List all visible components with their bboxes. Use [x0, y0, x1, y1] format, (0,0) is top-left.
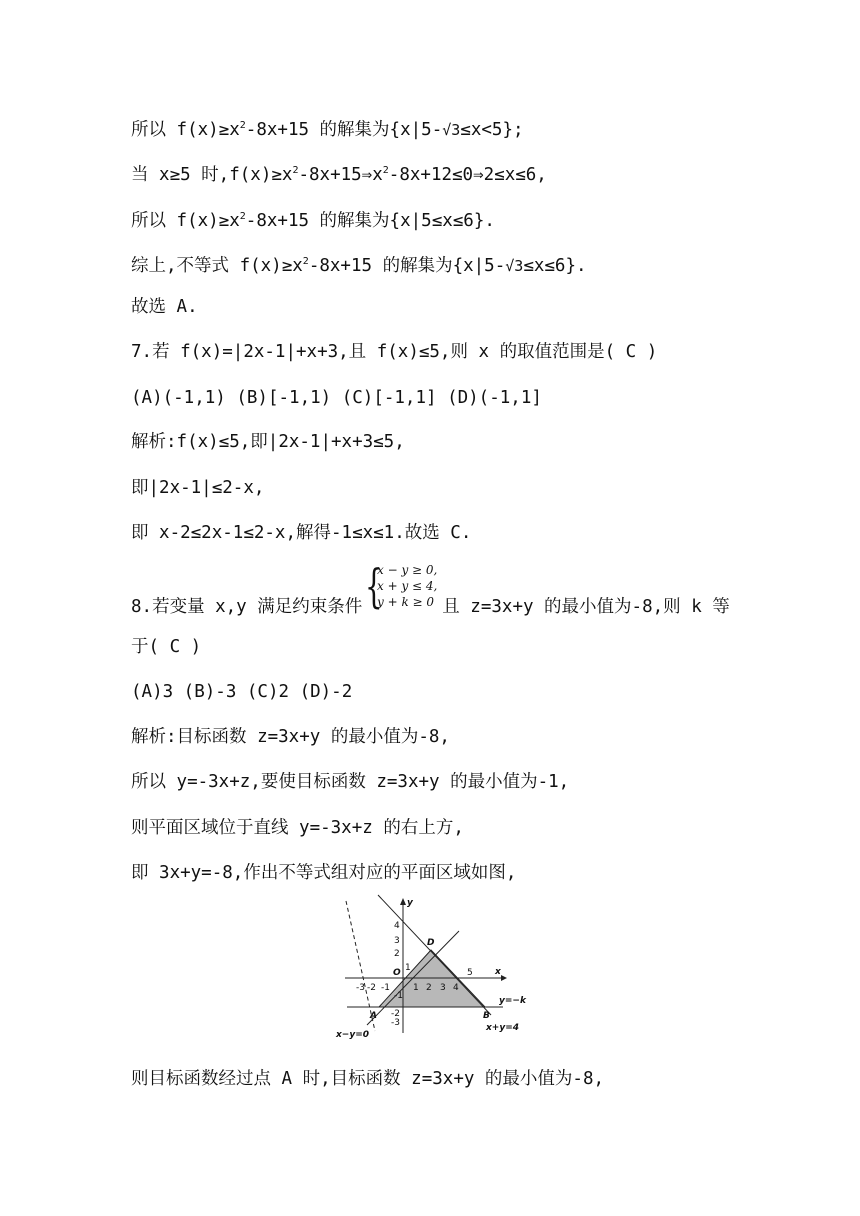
- point-b-label: B: [483, 1011, 490, 1021]
- x-tick-label: 3: [440, 983, 446, 993]
- text-part: 且 z=3x+y 的最小值为-8,则 k 等: [442, 597, 730, 617]
- x-tick-label: -2: [367, 983, 376, 993]
- text-part: -8x+15⇒x: [298, 165, 383, 185]
- y-tick-label: 1: [405, 963, 411, 973]
- constraint-1: x − y ≥ 0,: [377, 563, 438, 577]
- solution-line: [131, 204, 495, 234]
- y-tick-label: -2: [391, 1009, 400, 1019]
- text-part: 于( C ): [131, 637, 202, 657]
- text-part: ≤x≤6}.: [523, 256, 587, 276]
- text-part: -8x+15 的解集为{x|5-: [245, 120, 443, 140]
- radical: √3: [442, 121, 461, 139]
- exponent: 2: [239, 211, 246, 222]
- exponent: 2: [239, 120, 246, 131]
- text-part: 即|2x-1|≤2-x,: [131, 478, 265, 498]
- solution-line: [131, 769, 569, 795]
- text-part: ≤x<5};: [460, 120, 524, 140]
- text-part: 解析:f(x)≤5,即|2x-1|+x+3≤5,: [131, 432, 405, 452]
- x-tick-label: 1: [413, 983, 419, 993]
- line-label-y-minus-k: y=−k: [499, 996, 526, 1006]
- x-tick-label: -3: [356, 983, 365, 993]
- y-axis-label: y: [407, 898, 413, 908]
- text-part: 即 3x+y=-8,作出不等式组对应的平面区域如图,: [131, 863, 517, 883]
- question-7-options: [131, 385, 542, 411]
- radical: √3: [505, 257, 524, 275]
- solution-line: [131, 860, 516, 886]
- text-part: (A)(-1,1) (B)[-1,1) (C)[-1,1] (D)(-1,1]: [131, 388, 542, 408]
- text-part: 7.若 f(x)=|2x-1|+x+3,且 f(x)≤5,则 x 的取值范围是( C ): [131, 342, 658, 362]
- x-tick-label: 2: [426, 983, 432, 993]
- solution-line: [131, 249, 587, 279]
- x-tick-label: 5: [467, 968, 473, 978]
- text-part: 8.若变量 x,y 满足约束条件: [131, 597, 363, 617]
- text-part: -8x+15 的解集为{x|5-: [308, 256, 506, 276]
- solution-line: [131, 724, 450, 750]
- solution-line: [131, 815, 464, 841]
- line-label-x-minus-y: x−y=0: [336, 1030, 370, 1040]
- point-a-label: A: [370, 1011, 377, 1021]
- exponent: 2: [302, 256, 309, 267]
- brace: {: [365, 559, 383, 613]
- question-7: [131, 339, 657, 365]
- constraint-2: x + y ≤ 4,: [377, 579, 438, 593]
- exponent: 2: [292, 165, 299, 176]
- question-8-options: [131, 679, 352, 705]
- exponent: 2: [382, 165, 389, 176]
- constraint-system: [365, 559, 445, 614]
- line-label-x-plus-y: x+y=4: [486, 1023, 520, 1033]
- text-part: 所以 f(x)≥x: [131, 120, 240, 140]
- solution-line: [131, 113, 524, 143]
- text-part: 解析:目标函数 z=3x+y 的最小值为-8,: [131, 727, 450, 747]
- x-axis-label: x: [495, 967, 501, 977]
- text-part: 即 x-2≤2x-1≤2-x,解得-1≤x≤1.故选 C.: [131, 523, 472, 543]
- y-tick-label: 3: [394, 936, 400, 946]
- x-axis-arrow: [501, 975, 507, 981]
- text-part: 所以 f(x)≥x: [131, 211, 240, 231]
- text-part: -8x+15 的解集为{x|5≤x≤6}.: [245, 211, 495, 231]
- solution-line: [131, 475, 264, 501]
- text-part: 所以 y=-3x+z,要使目标函数 z=3x+y 的最小值为-1,: [131, 772, 570, 792]
- text-part: 综上,不等式 f(x)≥x: [131, 256, 303, 276]
- point-d-label: D: [427, 938, 435, 948]
- text-part: 则目标函数经过点 A 时,目标函数 z=3x+y 的最小值为-8,: [131, 1069, 605, 1089]
- y-tick-label: 4: [394, 921, 400, 931]
- solution-line: [131, 1066, 604, 1092]
- solution-line: [131, 520, 471, 546]
- y-tick-label: -3: [391, 1018, 400, 1028]
- constraint-3: y + k ≥ 0: [377, 595, 435, 609]
- question-8-continued: [131, 634, 201, 660]
- text-part: -8x+12≤0⇒2≤x≤6,: [388, 165, 547, 185]
- x-tick-label: -1: [381, 983, 390, 993]
- y-tick-label: -1: [394, 991, 403, 1001]
- solution-line: [131, 429, 405, 455]
- solution-line: [131, 294, 198, 320]
- origin-label: O: [393, 968, 401, 978]
- text-part: 则平面区域位于直线 y=-3x+z 的右上方,: [131, 818, 464, 838]
- text-part: 故选 A.: [131, 297, 198, 317]
- text-part: 当 x≥5 时,f(x)≥x: [131, 165, 293, 185]
- x-tick-label: 4: [453, 983, 459, 993]
- y-tick-label: 2: [394, 949, 400, 959]
- solution-line: [131, 158, 547, 188]
- feasible-region-figure: [333, 893, 533, 1043]
- y-axis-arrow: [400, 898, 406, 905]
- text-part: (A)3 (B)-3 (C)2 (D)-2: [131, 682, 353, 702]
